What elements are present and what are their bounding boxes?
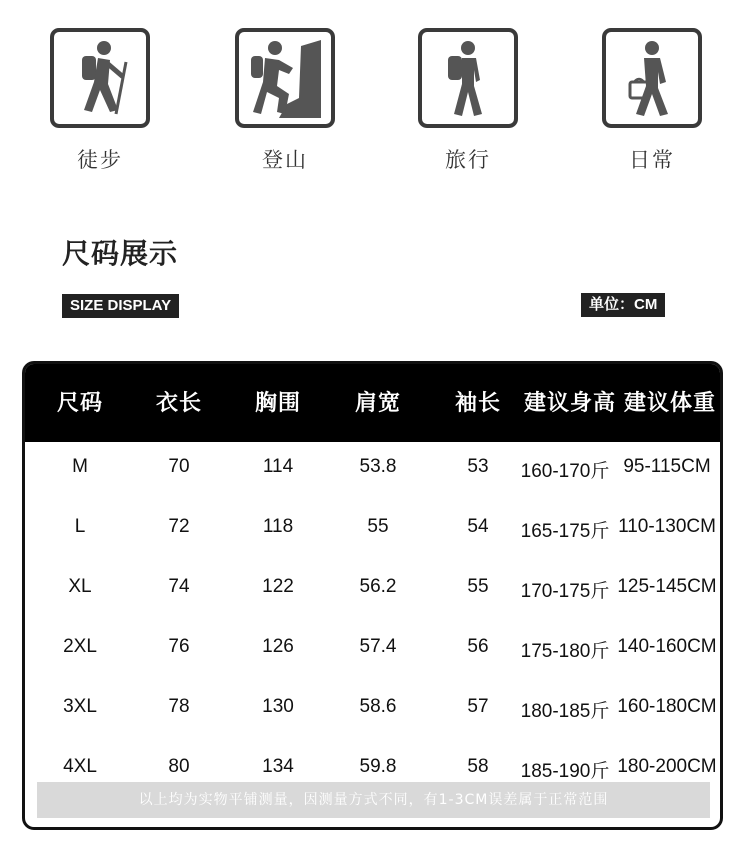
section-title: 尺码展示 — [62, 237, 179, 270]
table-row — [25, 506, 720, 566]
measurement-footnote: 以上均为实物平铺测量，因测量方式不同，有1-3CM误差属于正常范围 — [37, 782, 710, 818]
table-cell: 180-185斤 — [520, 701, 610, 722]
table-cell: 80 — [168, 756, 190, 777]
activity-hiking — [40, 28, 160, 174]
table-row — [25, 566, 720, 626]
table-row — [25, 686, 720, 746]
table-cell: XL — [68, 576, 92, 597]
table-cell: 134 — [262, 756, 294, 777]
climber-icon — [235, 28, 335, 128]
backpacker-icon — [418, 28, 518, 128]
table-cell: 170-175斤 — [520, 581, 610, 602]
table-cell: 53.8 — [359, 456, 397, 477]
table-cell: 165-175斤 — [520, 521, 610, 542]
table-cell: 180-200CM — [617, 756, 717, 777]
column-header: 袖长 — [454, 391, 501, 416]
activity-label: 登山 — [262, 148, 308, 172]
table-cell: 56.2 — [359, 576, 397, 597]
table-cell: 175-180斤 — [520, 641, 610, 662]
table-cell: 110-130CM — [618, 516, 716, 537]
table-cell: 76 — [168, 636, 190, 657]
table-cell: 72 — [168, 516, 190, 537]
activity-daily — [592, 28, 712, 174]
table-cell: 74 — [168, 576, 190, 597]
column-header: 衣长 — [155, 391, 202, 416]
column-header: 尺码 — [56, 391, 103, 416]
table-cell: 57 — [467, 696, 489, 717]
activity-label: 旅行 — [445, 148, 491, 172]
column-header: 胸围 — [254, 391, 301, 416]
table-cell: 118 — [262, 516, 294, 537]
table-cell: 2XL — [63, 636, 97, 657]
table-cell: 70 — [168, 456, 190, 477]
table-cell: L — [74, 516, 86, 537]
table-cell: 55 — [367, 516, 389, 537]
table-row — [25, 626, 720, 686]
activity-label: 日常 — [629, 148, 675, 172]
column-header: 建议身高 — [523, 391, 616, 416]
table-cell: 95-115CM — [623, 456, 711, 477]
table-cell: 4XL — [63, 756, 97, 777]
table-cell: 56 — [467, 636, 489, 657]
table-cell: 125-145CM — [617, 576, 717, 597]
table-cell: 114 — [262, 456, 294, 477]
table-cell: 122 — [262, 576, 294, 597]
table-cell: 160-180CM — [617, 696, 717, 717]
table-cell: 78 — [168, 696, 190, 717]
size-table — [22, 361, 723, 830]
column-header: 肩宽 — [354, 391, 401, 416]
size-display-tag: SIZE DISPLAY — [62, 294, 179, 318]
activity-climbing — [225, 28, 345, 174]
activity-icons — [0, 28, 750, 188]
activity-label: 徒步 — [77, 148, 123, 172]
table-cell: 53 — [467, 456, 489, 477]
table-cell: 185-190斤 — [520, 761, 610, 782]
table-cell: 130 — [262, 696, 294, 717]
table-header — [25, 364, 720, 442]
table-cell: 59.8 — [359, 756, 397, 777]
column-header: 建议体重 — [623, 391, 716, 416]
table-cell: 57.4 — [359, 636, 397, 657]
table-cell: 3XL — [63, 696, 97, 717]
table-cell: 126 — [262, 636, 294, 657]
unit-tag: 单位：CM — [581, 293, 665, 317]
table-cell: 55 — [467, 576, 489, 597]
table-cell: 54 — [467, 516, 489, 537]
table-cell: 58.6 — [359, 696, 397, 717]
table-row — [25, 446, 720, 506]
activity-travel — [408, 28, 528, 174]
table-cell: 160-170斤 — [520, 461, 610, 482]
walking-with-bag-icon — [602, 28, 702, 128]
hiker-with-pole-icon — [50, 28, 150, 128]
table-cell: 58 — [467, 756, 489, 777]
table-cell: 140-160CM — [617, 636, 717, 657]
table-cell: M — [72, 456, 88, 477]
